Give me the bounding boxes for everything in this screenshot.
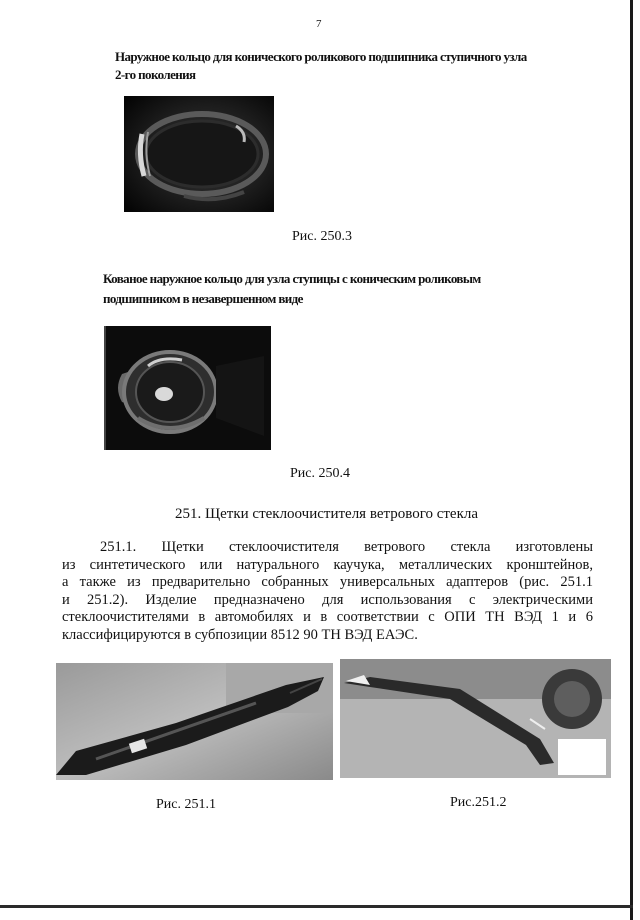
caption-250-4-line2: подшипником в незавершенном виде (103, 291, 303, 306)
caption-250-3-line1: Наружное кольцо для конического роликового подшипника ступичного узла (115, 49, 527, 64)
figure-label-250-3: Рис. 250.3 (292, 229, 352, 244)
paragraph-line-6: классифицируются в субпозиции 8512 90 ТН ВЭД ЕАЭС. (62, 626, 418, 643)
photo-wiper-blade-251-1 (56, 663, 333, 780)
figure-label-251-2: Рис.251.2 (450, 795, 507, 810)
page-edge-bottom (0, 905, 633, 908)
figure-label-250-4: Рис. 250.4 (290, 466, 350, 481)
page-number: 7 (316, 18, 322, 30)
photo-forged-ring-250-4 (104, 326, 271, 450)
caption-250-3-line2: 2-го поколения (115, 67, 196, 82)
photo-outer-ring-250-3 (124, 96, 274, 212)
paragraph-line-1: 251.1. Щетки стеклоочистителя ветрового стекла изготовлены (100, 539, 593, 555)
paragraph-line-4: и 251.2). Изделие предназначено для использования с электрическими (62, 591, 593, 608)
figure-label-251-1: Рис. 251.1 (156, 797, 216, 812)
caption-250-4-line1: Кованое наружное кольцо для узла ступицы с коническим роликовым (103, 271, 481, 286)
page-edge-right (630, 0, 633, 920)
paragraph-line-5: стеклоочистителями в автомобилях и в соответствии с ОПИ ТН ВЭД 1 и 6 (62, 609, 593, 625)
paragraph-line-2: из синтетического или натурального каучука, металлических кронштейнов, (62, 556, 593, 573)
photo-wiper-blade-251-2 (340, 659, 611, 778)
paragraph-line-3: а также из предварительно собранных универсальных адаптеров (рис. 251.1 (62, 574, 593, 590)
section-251-paragraph (62, 539, 593, 644)
section-251-title: 251. Щетки стеклоочистителя ветрового стекла (175, 506, 479, 522)
